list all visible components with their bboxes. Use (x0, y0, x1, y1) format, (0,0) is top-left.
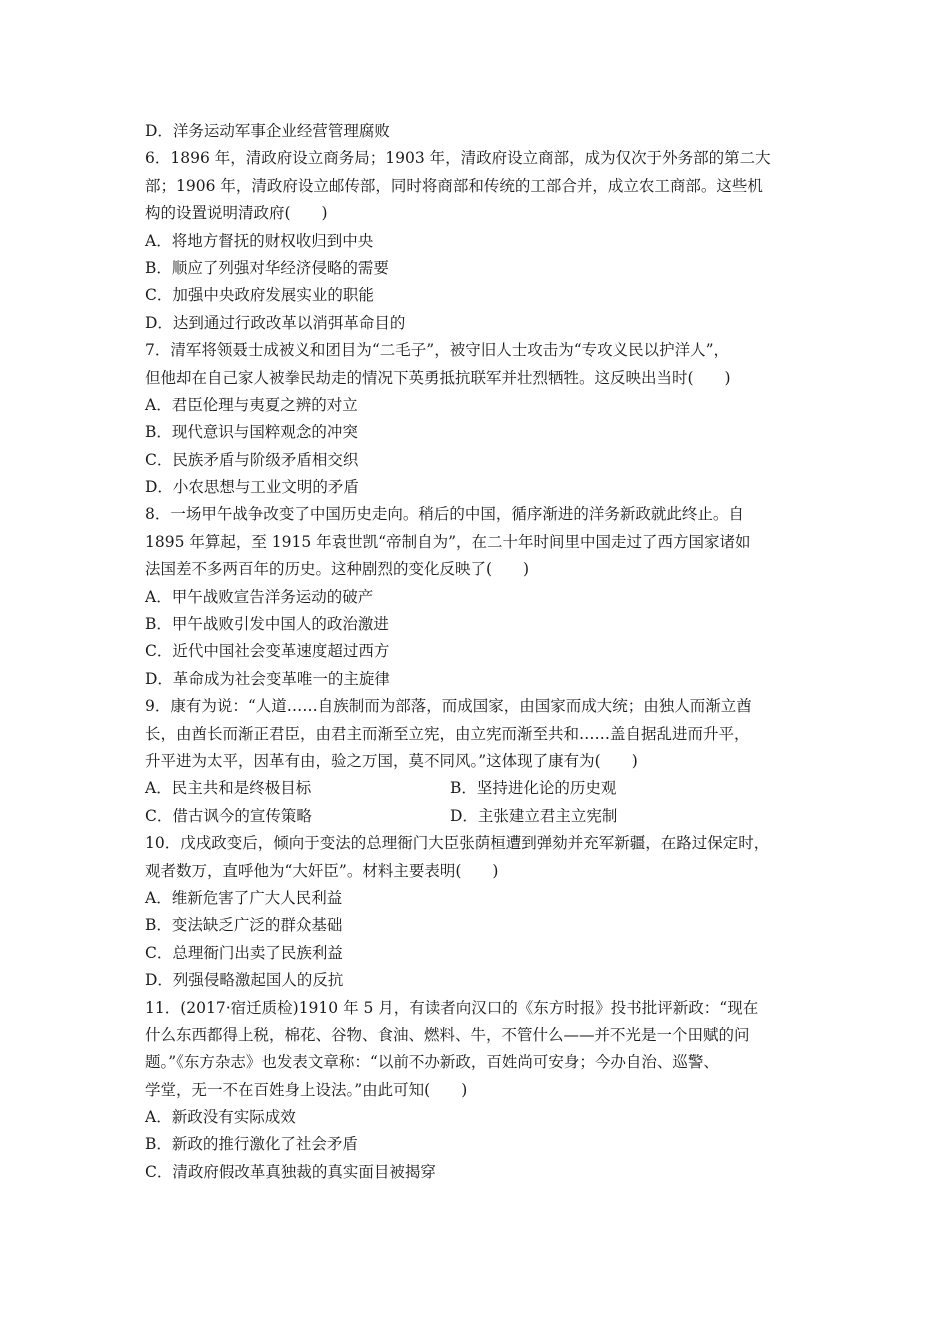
question-9-stem-line: 长，由酋长而渐正君臣，由君主而渐至立宪，由立宪而渐至共和……盖自据乱进而升平， (145, 724, 750, 743)
document-page (145, 118, 821, 1186)
question-9-option-b: B．坚持进化论的历史观 (450, 779, 617, 798)
question-8-stem-line: 8．一场甲午战争改变了中国历史走向。稍后的中国，循序渐进的洋务新政就此终止。自 (145, 505, 744, 524)
question-6-option-a: A．将地方督抚的财权收归到中央 (145, 231, 374, 250)
question-6-stem-line: 部；1906 年，清政府设立邮传部，同时将商部和传统的工部合并，成立农工商部。这些机 (145, 176, 763, 195)
question-7 (145, 337, 821, 392)
question-7-option-d: D．小农思想与工业文明的矛盾 (145, 478, 359, 497)
question-6-option-c: C．加强中央政府发展实业的职能 (145, 286, 374, 305)
question-7-option-b: B．现代意识与国粹观念的冲突 (145, 423, 358, 442)
question-6 (145, 145, 821, 227)
question-9-option-row (145, 775, 821, 802)
question-8-option-d: D．革命成为社会变革唯一的主旋律 (145, 669, 390, 688)
question-11-stem-line: 学堂，无一不在百姓身上设法。”由此可知( ) (145, 1080, 468, 1099)
question-10-option-d: D．列强侵略激起国人的反抗 (145, 971, 344, 990)
question-9-stem-line: 升平进为太平，因革有由，验之万国，莫不同风。”这体现了康有为( ) (145, 751, 638, 770)
question-9-option-d: D．主张建立君主立宪制 (450, 806, 618, 825)
question-6-option-b: B．顺应了列强对华经济侵略的需要 (145, 258, 389, 277)
question-9-stem-line: 9．康有为说：“人道……自族制而为部落，而成国家，由国家而成大统；由独人而渐立酋 (145, 697, 752, 716)
question-11-option-c: C．清政府假改革真独裁的真实面目被揭穿 (145, 1162, 436, 1181)
question-6-stem-line: 6．1896 年，清政府设立商务局；1903 年，清政府设立商部，成为仅次于外务部的第二大 (145, 149, 771, 168)
q5-option-d: D．洋务运动军事企业经营管理腐败 (145, 122, 390, 140)
question-8-option-b: B．甲午战败引发中国人的政治激进 (145, 615, 389, 634)
question-6-option-d: D．达到通过行政改革以消弭革命目的 (145, 313, 406, 332)
question-8-option-a: A．甲午战败宣告洋务运动的破产 (145, 587, 374, 606)
question-10 (145, 830, 821, 885)
question-9 (145, 693, 821, 775)
question-9-option-a: A．民主共和是终极目标 (145, 779, 312, 798)
question-8 (145, 501, 821, 583)
question-10-stem-line: 观者数万，直呼他为“大奸臣”。材料主要表明( ) (145, 861, 499, 880)
question-10-option-a: A．维新危害了广大人民利益 (145, 888, 343, 907)
question-10-option-b: B．变法缺乏广泛的群众基础 (145, 916, 343, 935)
question-9-option-c: C．借古讽今的宣传策略 (145, 806, 312, 825)
question-10-option-c: C．总理衙门出卖了民族利益 (145, 943, 343, 962)
question-7-stem-line: 7．清军将领聂士成被义和团目为“二毛子”，被守旧人士攻击为“专攻义民以护洋人”， (145, 341, 730, 360)
question-9-option-row (145, 803, 821, 830)
question-11-option-a: A．新政没有实际成效 (145, 1108, 296, 1127)
question-7-option-a: A．君臣伦理与夷夏之辨的对立 (145, 395, 358, 414)
question-8-stem-line: 1895 年算起，至 1915 年袁世凯“帝制自为”，在二十年时间里中国走过了西方国家诸如 (145, 532, 751, 551)
question-8-option-c: C．近代中国社会变革速度超过西方 (145, 642, 390, 661)
question-7-option-c: C．民族矛盾与阶级矛盾相交织 (145, 450, 359, 469)
question-11 (145, 995, 821, 1105)
question-8-stem-line: 法国差不多两百年的历史。这种剧烈的变化反映了( ) (145, 560, 530, 579)
question-11-stem-line: 11．(2017·宿迁质检)1910 年 5 月，有读者向汉口的《东方时报》投书批评新政：“现在 (145, 998, 759, 1017)
question-6-stem-line: 构的设置说明清政府( ) (145, 204, 328, 223)
question-11-option-b: B．新政的推行激化了社会矛盾 (145, 1135, 358, 1154)
question-11-stem-line: 什么东西都得上税，棉花、谷物、食油、燃料、牛，不管什么——并不光是一个田赋的问 (145, 1025, 750, 1044)
question-11-stem-line: 题。”《东方杂志》也发表文章称：“以前不办新政，百姓尚可安身；今办自治、巡警、 (145, 1053, 719, 1072)
question-10-stem-line: 10．戊戌政变后，倾向于变法的总理衙门大臣张荫桓遭到弹劾并充军新疆，在路过保定时， (145, 834, 770, 853)
question-7-stem-line: 但他却在自己家人被拳民劫走的情况下英勇抵抗联军并壮烈牺牲。这反映出当时( ) (145, 368, 731, 387)
